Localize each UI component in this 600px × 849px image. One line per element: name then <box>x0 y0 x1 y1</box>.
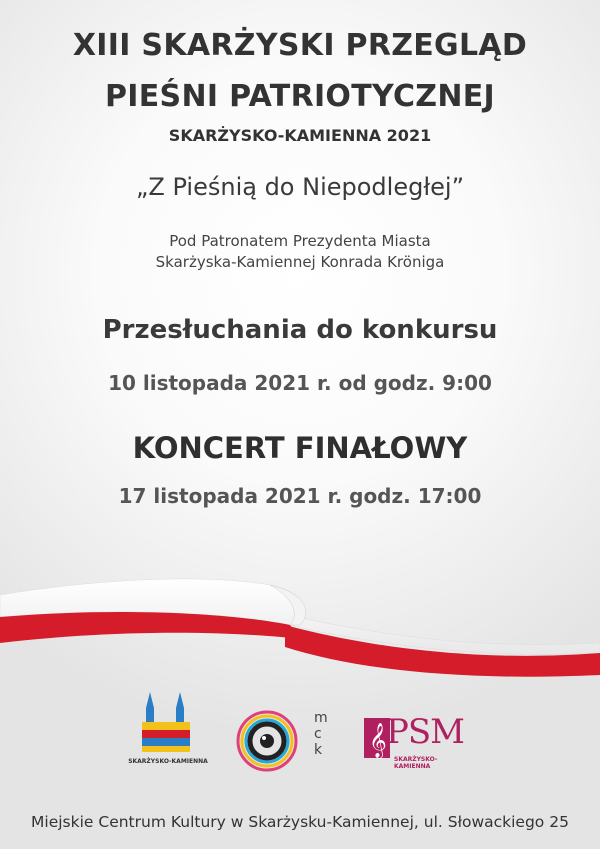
psm-logo-label: SKARŻYSKO-KAMIENNA <box>394 756 438 770</box>
city-logo-label: SKARŻYSKO-KAMIENNA <box>128 758 208 765</box>
eye-circle-icon <box>234 708 300 774</box>
motto: „Z Pieśnią do Niepodległej” <box>135 173 465 201</box>
sponsor-logos <box>0 688 600 788</box>
mck-logo <box>234 708 334 774</box>
psm-logo-text: PSM <box>386 712 464 752</box>
patronage-line-2: Skarżyska-Kamiennej Konrada Kröniga <box>155 253 445 271</box>
psm-logo <box>362 710 472 772</box>
title-line-1: XIII SKARŻYSKI PRZEGLĄD <box>72 28 528 63</box>
mck-logo-text: mck <box>314 710 328 758</box>
auditions-heading: Przesłuchania do konkursu <box>102 315 498 345</box>
flag-ribbon-graphic <box>0 555 600 685</box>
auditions-date: 10 listopada 2021 r. od godz. 9:00 <box>108 371 492 395</box>
final-concert-date: 17 listopada 2021 r. godz. 17:00 <box>118 484 482 508</box>
title-line-2: PIEŚNI PATRIOTYCZNEJ <box>105 79 495 114</box>
final-concert-heading: KONCERT FINAŁOWY <box>132 431 468 465</box>
footer-address: Miejskie Centrum Kultury w Skarżysku-Kamiennej, ul. Słowackiego 25 <box>31 813 569 831</box>
subtitle: SKARŻYSKO-KAMIENNA 2021 <box>168 126 432 145</box>
svg-text:𝄞: 𝄞 <box>369 723 387 758</box>
patronage-line-1: Pod Patronatem Prezydenta Miasta <box>169 232 431 250</box>
church-towers-icon <box>128 688 208 758</box>
city-coat-of-arms-logo <box>128 688 208 780</box>
